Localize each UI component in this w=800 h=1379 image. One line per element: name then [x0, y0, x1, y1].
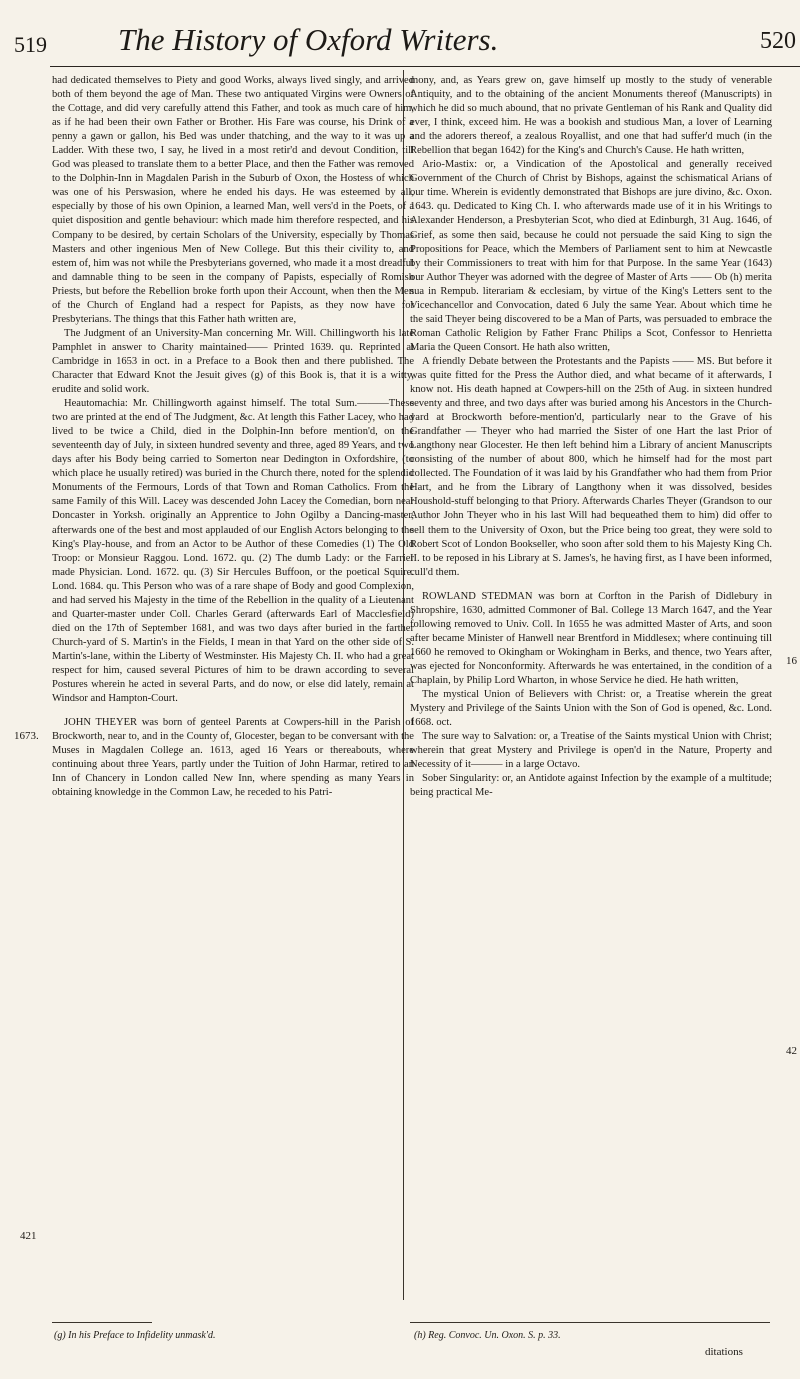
left-paragraph-3: Heautomachia: Mr. Chillingworth against himself. The total Sum.———These two are printed at the end of The Judgment, &c. At length this Father Lacey, who had lived to be twice a Child, died in the Dolphin-Inn before mention'd, on the seventeenth day of July, in sixteen hundred seventy and three, aged 89 Years, and two days after his Body being carried to Somerton near Dedington in Oxfordshire, (to which place he usually retired) was buried in the Church there, noted for the splendid Monuments of the Fermours, Lords of that Town and Roman Catholics. From the same Family of this Will. Lacey was descended John Lacey the Comedian, born near Doncaster in Yorksh. originally an Apprentice to John Ogilby a Dancing-master, afterwards one of the best and most applauded of our English Actors belonging to the King's Play-house, and from an Actor to be Author of these Comedies (1) The Old Troop: or Monsieur Raggou. Lond. 1672. qu. (2) The dumb Lady: or the Farrier made Physician. Lond. 1672. qu. (3) Sir Hercules Buffoon, or the poetical Squire. Lond. 1684. qu. This Person who was of a rare shape of Body and good Complexion, and had served his Majesty in the time of the Rebellion in the quality of a Lieutenant and Quarter-master under Coll. Charles Gerard (afterwards Earl of Macclesfield) died on the 17th of September 1681, and was two days after buried in the farther Church-yard of S. Martin's in the Fields, I mean in that Yard on the other side of S. Martin's-lane, within the Liberty of Westminster. His Majesty Ch. II. who had a great respect for him, caused several Pictures of him to be drawn according to several Postures wherein he acted in several Parts, and do now, or else did lately, remain at Windsor and Hampton-Court.: [52, 398, 414, 705]
running-header: [0, 14, 800, 64]
left-column: [52, 74, 414, 800]
left-paragraph-2: The Judgment of an University-Man concerning Mr. Will. Chillingworth his late Pamphlet in answer to Charity maintained—— Printed 1639. qu. Reprinted at Cambridge in 1653 in oct. in a Preface to a Book then and there published. The Character that Edward Knot the Jesuit gives (g) of this Book is, that it is a witty, erudite and solid work.: [52, 327, 414, 396]
left-paragraph-4: JOHN THEYER was born of genteel Parents at Cowpers-hill in the Parish of Brockworth, near to, and in the County of, Glocester, began to be conversant with the Muses in Magdalen College an. 1613, aged 16 Years or thereabouts, where continuing about three Years, partly under the Tuition of John Harmar, retired to an Inn of Chancery in London called New Inn, where spending as many Years in obtaining knowledge in the Common Law, he receded to his Patri-: [52, 717, 414, 799]
margin-year-1673: 1673.: [14, 730, 39, 742]
margin-number-422: 42: [786, 1045, 797, 1057]
footnote-h: (h) Reg. Convoc. Un. Oxon. S. p. 33.: [414, 1330, 561, 1341]
left-paragraph-1: had dedicated themselves to Piety and good Works, always lived singly, and arrived both of them beyond the age of Man. These two antiquated Virgins were Owners of the Cottage, and did very carefully attend this Father, and took as much care of him, as if he had been their own Father or Brother. His Fare was course, his Drink of a penny a gawn or gallon, his Bed was under thatching, and the way to it was up a Ladder. With these two, I say, he lived in a most retir'd and devout Condition, till God was pleased to translate them to a better Place, and then the Father was removed to the Dolphin-Inn in Magdalen Parish in the Suburb of Oxon, the Hostess of which was one of his Perswasion, where he ended his days. He was esteemed by all, especially by those of his own Opinion, a learned Man, well vers'd in the Poets, of a quiet disposition and gentle behaviour: which made him therefore respected, and his Company to be desired, by certain Scholars of the University, especially by Thomas Masters and other ingenious Men of New College. But this their civility to, and estem of, him was not while the Presbyterians governed, who made it a most dreadful and damnable thing to be seen in the company of Papists, especially of Romish Priests, but before the Rebellion broke forth upon their Account, when then the Men of the Church of England had a respect for Papists, as they now have for Presbyterians. The things that this Father hath written are,: [52, 75, 414, 325]
right-paragraph-5: The mystical Union of Believers with Christ: or, a Treatise wherein the great Mystery and Privilege of the Saints Union with the Son of God is opened, &c. Lond. 1668. oct.: [410, 689, 772, 729]
page-number-right: 520: [760, 28, 796, 54]
margin-number-421: 421: [20, 1230, 37, 1242]
page-number-left: 519: [14, 32, 47, 57]
margin-mark-right: 16: [786, 655, 797, 667]
right-paragraph-2: Ario-Mastix: or, a Vindication of the Apostolical and generally received Government of the Church of Christ by Bishops, against the schismatical Arians of our time. Wherein is evidently demonstrated that Bishops are jure divino, &c. Oxon. 1643. qu. Dedicated to King Ch. I. who afterwards made use of it in his Writings to Alexander Henderson, a Presbyterian Scot, who died at Edinburgh, 31 Aug. 1646, of Grief, as some then said, because he could not persuade the said King to sign the Propositions for Peace, which the Members of Parliament sent to him at Newcastle by their Commissioners to treat with him for that Purpose. In the same Year (1643) our Author Theyer was adorned with the degree of Master of Arts —— Ob (h) merita sua in Rempub. literariam & ecclesiam, by virtue of the King's Letters sent to the Vicechancellor and Convocation, dated 6 July the same Year. About which time he the said Theyer being discovered to be a Man of Parts, was persuaded to embrace the Roman Catholic Religion by Father Franc Philips a Scot, Confessor to Henrietta Maria the Queen Consort. He hath also written,: [410, 159, 772, 353]
right-column: [410, 74, 772, 800]
catchword: ditations: [705, 1346, 743, 1358]
footnote-rule-left: [52, 1322, 152, 1323]
right-paragraph-1: mony, and, as Years grew on, gave himself up mostly to the study of venerable Antiquity, and to the obtaining of the ancient Monuments thereof (Manuscripts) in which he did so much abound, that no private Gentleman of his Rank and Quality did ever, I think, exceed him. He was a bookish and studious Man, a lover of Learning and the adorers thereof, a zealous Royallist, and one that had suffer'd much (in the Rebellion that began 1642) for the King's and Church's Cause. He hath written,: [410, 75, 772, 157]
footnote-rule-right: [410, 1322, 770, 1323]
footnote-g: (g) In his Preface to Infidelity unmask'd.: [54, 1330, 216, 1341]
header-rule: [50, 66, 800, 67]
right-paragraph-3: A friendly Debate between the Protestants and the Papists —— MS. But before it was quite fitted for the Press the Author died, and what became of it afterwards, I know not. His death hapned at Cowpers-hill on the 25th of Aug. in sixteen hundred seventy and three, and two days after was buried among his Ancestors in the Church-yard at Brockworth before-mention'd, particularly near to the Grave of his Grandfather — Theyer who had married the Sister of one Hart the last Prior of Langthony near Glocester. He then left behind him a Library of ancient Manuscripts consisting of the number of about 800, which he himself had for the most part collected. The Foundation of it was laid by his Grandfather who had them from Prior Hart, and he from the Library of Langthony when it was dissolved, besides Houshold-stuff belonging to that Priory. Afterwards Charles Theyer (Grandson to our Author John Theyer who in his last Will had bequeathed them to him) did offer to sell them to the University of Oxon, but the Price being too great, they were sold to Robert Scot of London Bookseller, who soon after sold them to his Majesty King Ch. II. to be reposed in his Library at S. James's, he having first, as I have been informed, cull'd them.: [410, 355, 772, 578]
right-paragraph-4: ROWLAND STEDMAN was born at Corfton in the Parish of Didlebury in Shropshire, 1630, admitted Commoner of Bal. College 13 March 1647, and the Year following removed to Univ. Coll. In 1655 he was admitted Master of Arts, and soon after became Minister of Hanwell near Brentford in Middlesex; where continuing till 1660 he removed to Okingham or Wokingham in Berks, and thence, two Years after, was ejected for Nonconformity. Afterwards he was entertained, in the condition of a Chaplain, by Philip Lord Wharton, in whose Service he died. He hath written,: [410, 590, 772, 686]
running-title: The History of Oxford Writers.: [118, 22, 499, 57]
right-paragraph-6: The sure way to Salvation: or, a Treatise of the Saints mystical Union with Christ; wherein that great Mystery and Privilege is open'd in the Nature, Property and Necessity of it——— in a large Octavo.: [410, 731, 772, 771]
right-paragraph-7: Sober Singularity: or, an Antidote against Infection by the example of a multitude; being practical Me-: [410, 773, 772, 799]
